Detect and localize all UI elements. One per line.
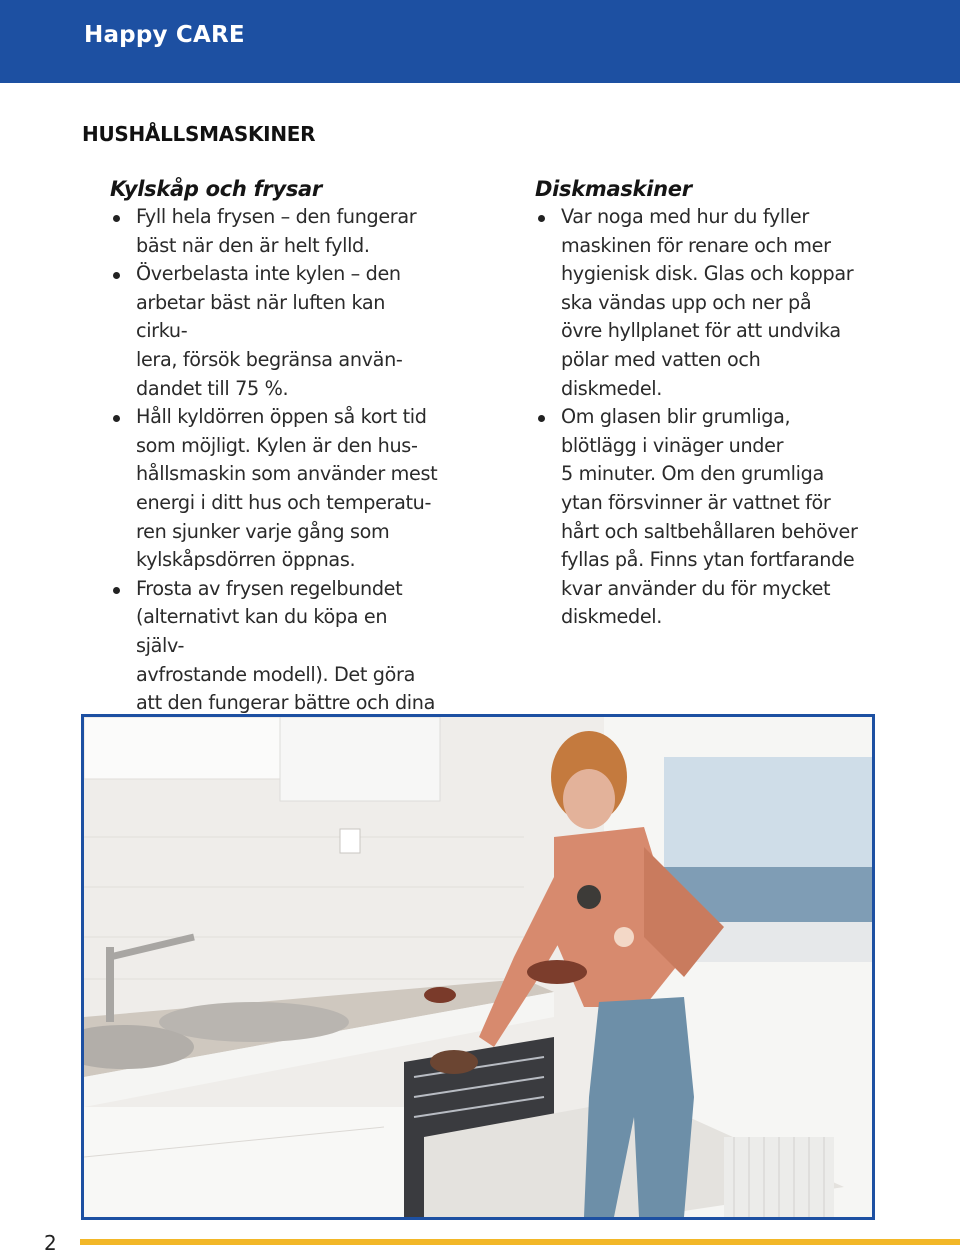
list-item: Håll kyldörren öppen så kort tid som möjligt. Kylen är den hus- hållsmaskin som använder mest energi i ditt hus och temperatu- ren sjunker varje gång som kylskåpsdörren öppnas. — [110, 403, 440, 575]
list-item: Var noga med hur du fyller maskinen för renare och mer hygienisk disk. Glas och koppar ska vändas upp och ner på övre hyllplanet för att undvika pölar med vatten och diskmedel. — [535, 203, 865, 403]
list-item: Om glasen blir grumliga, blötlägg i vinäger under 5 minuter. Om den grumliga ytan försvinner är vattnet för hårt och saltbehållaren behöver fyllas på. Finns ytan fortfarande kvar använder du för mycket diskmedel. — [535, 403, 865, 632]
page-number: 2 — [44, 1231, 57, 1255]
brand-title: Happy CARE — [84, 22, 245, 48]
list-item: Fyll hela frysen – den fungerar bäst när den är helt fylld. — [110, 203, 440, 260]
dishwasher-list — [535, 203, 865, 632]
fridge-freezer-list — [110, 203, 440, 746]
dishwasher-section — [535, 177, 865, 632]
footer-divider — [80, 1239, 960, 1245]
header-bar — [0, 0, 960, 83]
list-item: Frosta av frysen regelbundet (alternativt kan du köpa en själv- avfrostande modell). Det göra att den fungerar bättre och dina — [110, 575, 440, 747]
section-title: HUSHÅLLSMASKINER — [82, 122, 316, 146]
fridge-freezer-section — [110, 177, 440, 746]
list-item: Överbelasta inte kylen – den arbetar bäst när luften kan cirku- lera, försök begränsa använ- dandet till 75 %. — [110, 260, 440, 403]
fridge-freezer-heading: Kylskåp och frysar — [110, 177, 322, 201]
kitchen-photo — [81, 714, 875, 1220]
dishwasher-heading: Diskmaskiner — [535, 177, 692, 201]
